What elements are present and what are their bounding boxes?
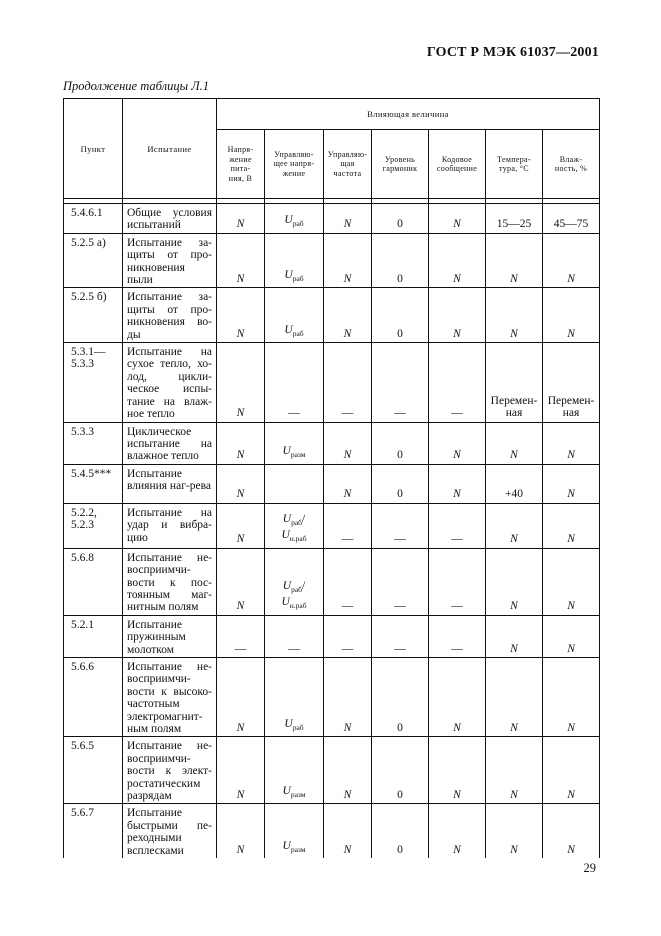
- table-row: [64, 657, 600, 736]
- cell-code-message: —: [429, 615, 486, 657]
- cell-harmonics-level: 0: [372, 804, 429, 858]
- cell-code-message: N: [429, 422, 486, 464]
- cell-test-name: Испытание за-щиты от про-никновения во-ды: [123, 288, 217, 343]
- cell-control-voltage: $U_{раб}$: [265, 657, 324, 736]
- cell-code-message: N: [429, 657, 486, 736]
- cell-temperature: N: [486, 422, 543, 464]
- cell-supply-voltage: N: [217, 657, 265, 736]
- table-row: [64, 615, 600, 657]
- cell-temperature: 15—25: [486, 204, 543, 234]
- header-test: Испытание: [123, 99, 217, 199]
- cell-temperature: N: [486, 503, 543, 548]
- cell-humidity: N: [543, 737, 600, 804]
- cell-test-name: Испытание не-восприимчи-вости к пос-тоянным маг-нитным полям: [123, 548, 217, 615]
- cell-temperature: N: [486, 233, 543, 288]
- cell-temperature: N: [486, 804, 543, 858]
- table-row: [64, 343, 600, 422]
- cell-harmonics-level: —: [372, 503, 429, 548]
- cell-supply-voltage: N: [217, 288, 265, 343]
- cell-humidity: N: [543, 548, 600, 615]
- table-row: [64, 464, 600, 503]
- cell-supply-voltage: N: [217, 737, 265, 804]
- cell-harmonics-level: 0: [372, 288, 429, 343]
- cell-harmonics-level: 0: [372, 464, 429, 503]
- cell-temperature: N: [486, 737, 543, 804]
- cell-test-name: Циклическое испытание на влажное тепло: [123, 422, 217, 464]
- cell-code-message: N: [429, 464, 486, 503]
- cell-test-name: Испытание не-восприимчи-вости к высоко-частотным электромагнит-ным полям: [123, 657, 217, 736]
- table-row: [64, 422, 600, 464]
- cell-control-frequency: —: [324, 548, 372, 615]
- cell-test-name: Испытание пружинным молотком: [123, 615, 217, 657]
- cell-supply-voltage: N: [217, 804, 265, 858]
- page-number: 29: [583, 861, 596, 875]
- cell-harmonics-level: —: [372, 343, 429, 422]
- cell-test-name: Общие условия испытаний: [123, 204, 217, 234]
- cell-supply-voltage: N: [217, 548, 265, 615]
- cell-punkt: 5.2.5 б): [64, 288, 123, 343]
- cell-test-name: Испытание не-восприимчи-вости к элект-ростатическим разрядам: [123, 737, 217, 804]
- table-row: [64, 737, 600, 804]
- cell-humidity: N: [543, 804, 600, 858]
- cell-control-frequency: N: [324, 204, 372, 234]
- cell-humidity: N: [543, 503, 600, 548]
- cell-supply-voltage: N: [217, 233, 265, 288]
- cell-harmonics-level: —: [372, 548, 429, 615]
- cell-harmonics-level: —: [372, 615, 429, 657]
- cell-control-frequency: —: [324, 615, 372, 657]
- cell-control-voltage: $U_{раб}/$ $U_{н.раб}$: [265, 503, 324, 548]
- cell-control-voltage: $U_{разм}$: [265, 737, 324, 804]
- cell-temperature: N: [486, 657, 543, 736]
- header-punkt: Пункт: [64, 99, 123, 199]
- table-caption: Продолжение таблицы Л.1: [63, 79, 209, 93]
- cell-punkt: 5.2.1: [64, 615, 123, 657]
- cell-test-name: Испытание быстрыми пе-реходными всплесками: [123, 804, 217, 858]
- cell-control-voltage: $U_{разм}$: [265, 422, 324, 464]
- cell-control-voltage: $U_{разм}$: [265, 804, 324, 858]
- cell-punkt: 5.3.3: [64, 422, 123, 464]
- header-harmonics-level: Уровень гармоник: [372, 130, 429, 199]
- cell-punkt: 5.6.6: [64, 657, 123, 736]
- cell-control-voltage: $U_{раб}$: [265, 204, 324, 234]
- cell-control-frequency: —: [324, 343, 372, 422]
- cell-punkt: 5.4.6.1: [64, 204, 123, 234]
- cell-control-frequency: N: [324, 233, 372, 288]
- cell-control-frequency: N: [324, 657, 372, 736]
- table-row: [64, 503, 600, 548]
- cell-control-frequency: N: [324, 422, 372, 464]
- cell-control-voltage: $U_{раб}$: [265, 233, 324, 288]
- cell-temperature: Перемен- ная: [486, 343, 543, 422]
- cell-control-frequency: N: [324, 288, 372, 343]
- table-row: [64, 233, 600, 288]
- cell-punkt: 5.2.5 а): [64, 233, 123, 288]
- cell-harmonics-level: 0: [372, 737, 429, 804]
- cell-supply-voltage: N: [217, 204, 265, 234]
- cell-control-frequency: N: [324, 804, 372, 858]
- cell-code-message: —: [429, 503, 486, 548]
- cell-code-message: N: [429, 233, 486, 288]
- cell-test-name: Испытание на удар и вибра-цию: [123, 503, 217, 548]
- header-control-frequency: Управляю- щая частота: [324, 130, 372, 199]
- cell-code-message: N: [429, 204, 486, 234]
- cell-punkt: 5.4.5***: [64, 464, 123, 503]
- cell-punkt: 5.6.5: [64, 737, 123, 804]
- cell-code-message: —: [429, 343, 486, 422]
- cell-supply-voltage: N: [217, 464, 265, 503]
- cell-control-frequency: N: [324, 464, 372, 503]
- table-row: [64, 204, 600, 234]
- cell-test-name: Испытание влияния наг-рева: [123, 464, 217, 503]
- header-supply-voltage: Напря- жение пита- ния, В: [217, 130, 265, 199]
- cell-temperature: N: [486, 288, 543, 343]
- cell-test-name: Испытание на сухое тепло, хо-лод, цикли-ческое испы-тание на влаж-ное тепло: [123, 343, 217, 422]
- cell-punkt: 5.2.2, 5.2.3: [64, 503, 123, 548]
- cell-humidity: N: [543, 288, 600, 343]
- header-temperature: Темпера- тура, °С: [486, 130, 543, 199]
- cell-humidity: 45—75: [543, 204, 600, 234]
- cell-humidity: Перемен- ная: [543, 343, 600, 422]
- cell-harmonics-level: 0: [372, 204, 429, 234]
- cell-code-message: —: [429, 548, 486, 615]
- cell-supply-voltage: N: [217, 343, 265, 422]
- cell-code-message: N: [429, 288, 486, 343]
- cell-harmonics-level: 0: [372, 422, 429, 464]
- cell-supply-voltage: N: [217, 503, 265, 548]
- table-row: [64, 804, 600, 858]
- cell-humidity: N: [543, 615, 600, 657]
- cell-harmonics-level: 0: [372, 233, 429, 288]
- cell-control-voltage: —: [265, 343, 324, 422]
- cell-control-voltage: $U_{раб}$: [265, 288, 324, 343]
- cell-temperature: +40: [486, 464, 543, 503]
- cell-humidity: N: [543, 464, 600, 503]
- cell-supply-voltage: N: [217, 422, 265, 464]
- header-influence-group: Влияющая величина: [217, 99, 600, 130]
- cell-humidity: N: [543, 422, 600, 464]
- cell-temperature: N: [486, 615, 543, 657]
- cell-control-voltage: —: [265, 615, 324, 657]
- cell-test-name: Испытание за-щиты от про-никновения пыли: [123, 233, 217, 288]
- cell-punkt: 5.6.7: [64, 804, 123, 858]
- document-code: ГОСТ Р МЭК 61037—2001: [426, 45, 599, 60]
- cell-humidity: N: [543, 657, 600, 736]
- cell-humidity: N: [543, 233, 600, 288]
- cell-control-voltage: $U_{раб}/$ $U_{н.раб}$: [265, 548, 324, 615]
- influence-table: [63, 98, 600, 858]
- cell-punkt: 5.3.1— 5.3.3: [64, 343, 123, 422]
- header-code-message: Кодовое сообщение: [429, 130, 486, 199]
- cell-punkt: 5.6.8: [64, 548, 123, 615]
- header-humidity: Влаж- ность, %: [543, 130, 600, 199]
- cell-temperature: N: [486, 548, 543, 615]
- table-row: [64, 548, 600, 615]
- cell-code-message: N: [429, 804, 486, 858]
- cell-control-frequency: N: [324, 737, 372, 804]
- table-row: [64, 288, 600, 343]
- cell-code-message: N: [429, 737, 486, 804]
- cell-supply-voltage: —: [217, 615, 265, 657]
- cell-control-frequency: —: [324, 503, 372, 548]
- cell-harmonics-level: 0: [372, 657, 429, 736]
- cell-control-voltage: [265, 464, 324, 503]
- header-control-voltage: Управляю- щее напря- жение: [265, 130, 324, 199]
